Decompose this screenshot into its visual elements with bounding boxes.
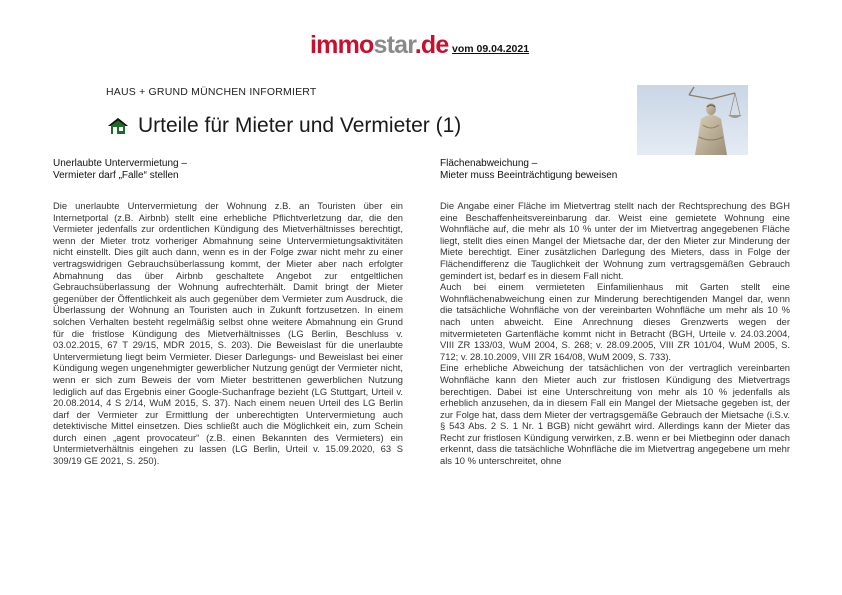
article-heading-line1: Flächenabweichung – (440, 158, 538, 169)
immostar-logo (310, 30, 449, 60)
article-paragraph: Die Angabe einer Fläche im Mietvertrag stellt nach der Rechtsprechung des BGH eine Beschaffenheitsvereinbarung dar. Weist eine gemietete Wohnung eine Wohnfläche auf, die mehr als 10 % unter der im Mietvertrag angegebenen Fläche liegt, stellt dies einen Mangel der Mietsache dar, der den Mieter zur Minderung der Miete berechtigt. Einer zusätzlichen Darlegung des Mieters, dass in Folge der Flächendifferenz die Tauglichkeit der Wohnung zum vertragsgemäßen Gebrauch gemindert ist, bedarf es in diesem Fall nicht. (440, 200, 790, 281)
article-heading-line1: Unerlaubte Untervermietung – (53, 158, 187, 169)
article-paragraph: Eine erhebliche Abweichung der tatsächlichen von der vertraglich vereinbarten Wohnfläche kann den Mieter auch zur fristlosen Kündigung des Mietvertrags berechtigen. Dabei ist eine Unterschreitung von mehr als 10 % jedenfalls als erheblich anzusehen, da in diesem Fall ein Mangel der Mietsache gegeben ist, der zur Folge hat, dass dem Mieter der vertragsgemäße Gebrauch der Mietsache (i.S.v. § 543 Abs. 2 S. 1 Nr. 1 BGB) nicht gewährt wird. Allerdings kann der Mieter das Recht zur fristlosen Kündigung verwirken, z.B. wenn er bei Mietbeginn oder danach erkennt, dass die tatsächliche Wohnfläche die im Mietvertrag angegebene um mehr als 10 % unterschreitet, ohne (440, 362, 790, 467)
supertitle: HAUS + GRUND MÜNCHEN INFORMIERT (106, 86, 317, 98)
article-heading (53, 158, 403, 182)
house-icon (107, 117, 129, 135)
justitia-statue-icon (637, 85, 748, 155)
title-row (107, 113, 461, 139)
article-heading-line2: Mieter muss Beeinträchtigung beweisen (440, 170, 618, 181)
page-title: Urteile für Mieter und Vermieter (1) (138, 114, 462, 137)
article-body (440, 200, 790, 467)
article-untervermietung (53, 158, 403, 467)
article-paragraph: Die unerlaubte Untervermietung der Wohnung z.B. an Touristen über ein Internetportal (z.B. Airbnb) stellt eine erhebliche Pflichtverletzung dar, die den Vermieter jedenfalls zur ordentlichen Kündigung des Mietverhältnisses berechtigt, wenn der Mieter trotz vorheriger Abmahnung seine Untervermietungsaktivitäten nicht einstellt. Dies gilt auch dann, wenn es in der Folge zwar nicht mehr zu einer vertragswidrigen Gebrauchsüberlassung kommt, der Mieter aber nach erfolgter Abmahnung das über Airbnb geschaltete Angebot zur entgeltlichen Gebrauchsüberlassung der Wohnung aufrechterhält. Damit bringt der Mieter gegenüber der Öffentlichkeit als auch gegenüber dem Vermieter zum Ausdruck, die Überlassung der Wohnung an Touristen auch in Zukunft fortzusetzen. In einem solchen Verhalten besteht regelmäßig selbst ohne weitere Abmahnung ein Grund für die fristlose Kündigung des Mietverhältnisses (LG Berlin, Beschluss v. 03.02.2015, 67 T 29/15, MDR 2015, S. 203). Die Beweislast für die unerlaubte Untervermietung liegt beim Vermieter. Dieser Darlegungs- und Beweislast bei einer Kündigung wegen ungenehmigter gewerblicher Nutzung genügt der Vermieter nicht, wenn er sich zum Beweis der vom Mieter bestrittenen gewerblichen Nutzung lediglich auf das Ergebnis einer Google-Suchanfrage bezieht (LG Stuttgart, Urteil v. 20.08.2014, 4 S 2/14, WuM 2015, S. 37). Nach einem neuen Urteil des LG Berlin darf der Vermieter zur Ermittlung der unberechtigten Untervermietung auch detektivische Mittel einsetzen. Dies schließt auch die Möglichkeit ein, zum Schein durch einen „agent provocateur“ (z.B. einen Bekannten des Vermieters) ein Untermietverhältnis eingehen zu lassen (LG Berlin, Urteil v. 15.09.2020, 63 S 309/19 GE 2021, S. 250). (53, 200, 403, 467)
logo-part-de: .de (414, 31, 449, 59)
publication-date: vom 09.04.2021 (452, 43, 530, 55)
article-heading-line2: Vermieter darf „Falle“ stellen (53, 170, 179, 181)
article-body (53, 200, 403, 467)
article-flaechenabweichung (440, 158, 790, 467)
article-heading (440, 158, 790, 182)
article-paragraph: Auch bei einem vermieteten Einfamilienhaus mit Garten stellt eine Wohnflächenabweichung einen zur Minderung berechtigenden Mangel dar, wenn die tatsächliche Wohnfläche von der vereinbarten Wohnfläche um mehr als 10 % nach unten abweicht. Eine Anrechnung dieses Grenzwerts wegen der mitvermieteten Gartenfläche kommt nicht in Betracht (BGH, Urteile v. 24.03.2004, VIII ZR 133/03, WuM 2004, S. 268; v. 28.09.2005, VIII ZR 101/04, WuM 2005, S. 712; v. 28.10.2009, VIII ZR 164/08, WuM 2009, S. 733). (440, 281, 790, 362)
logo-part-immo: immo (310, 31, 374, 59)
logo-part-star: star (373, 31, 415, 59)
